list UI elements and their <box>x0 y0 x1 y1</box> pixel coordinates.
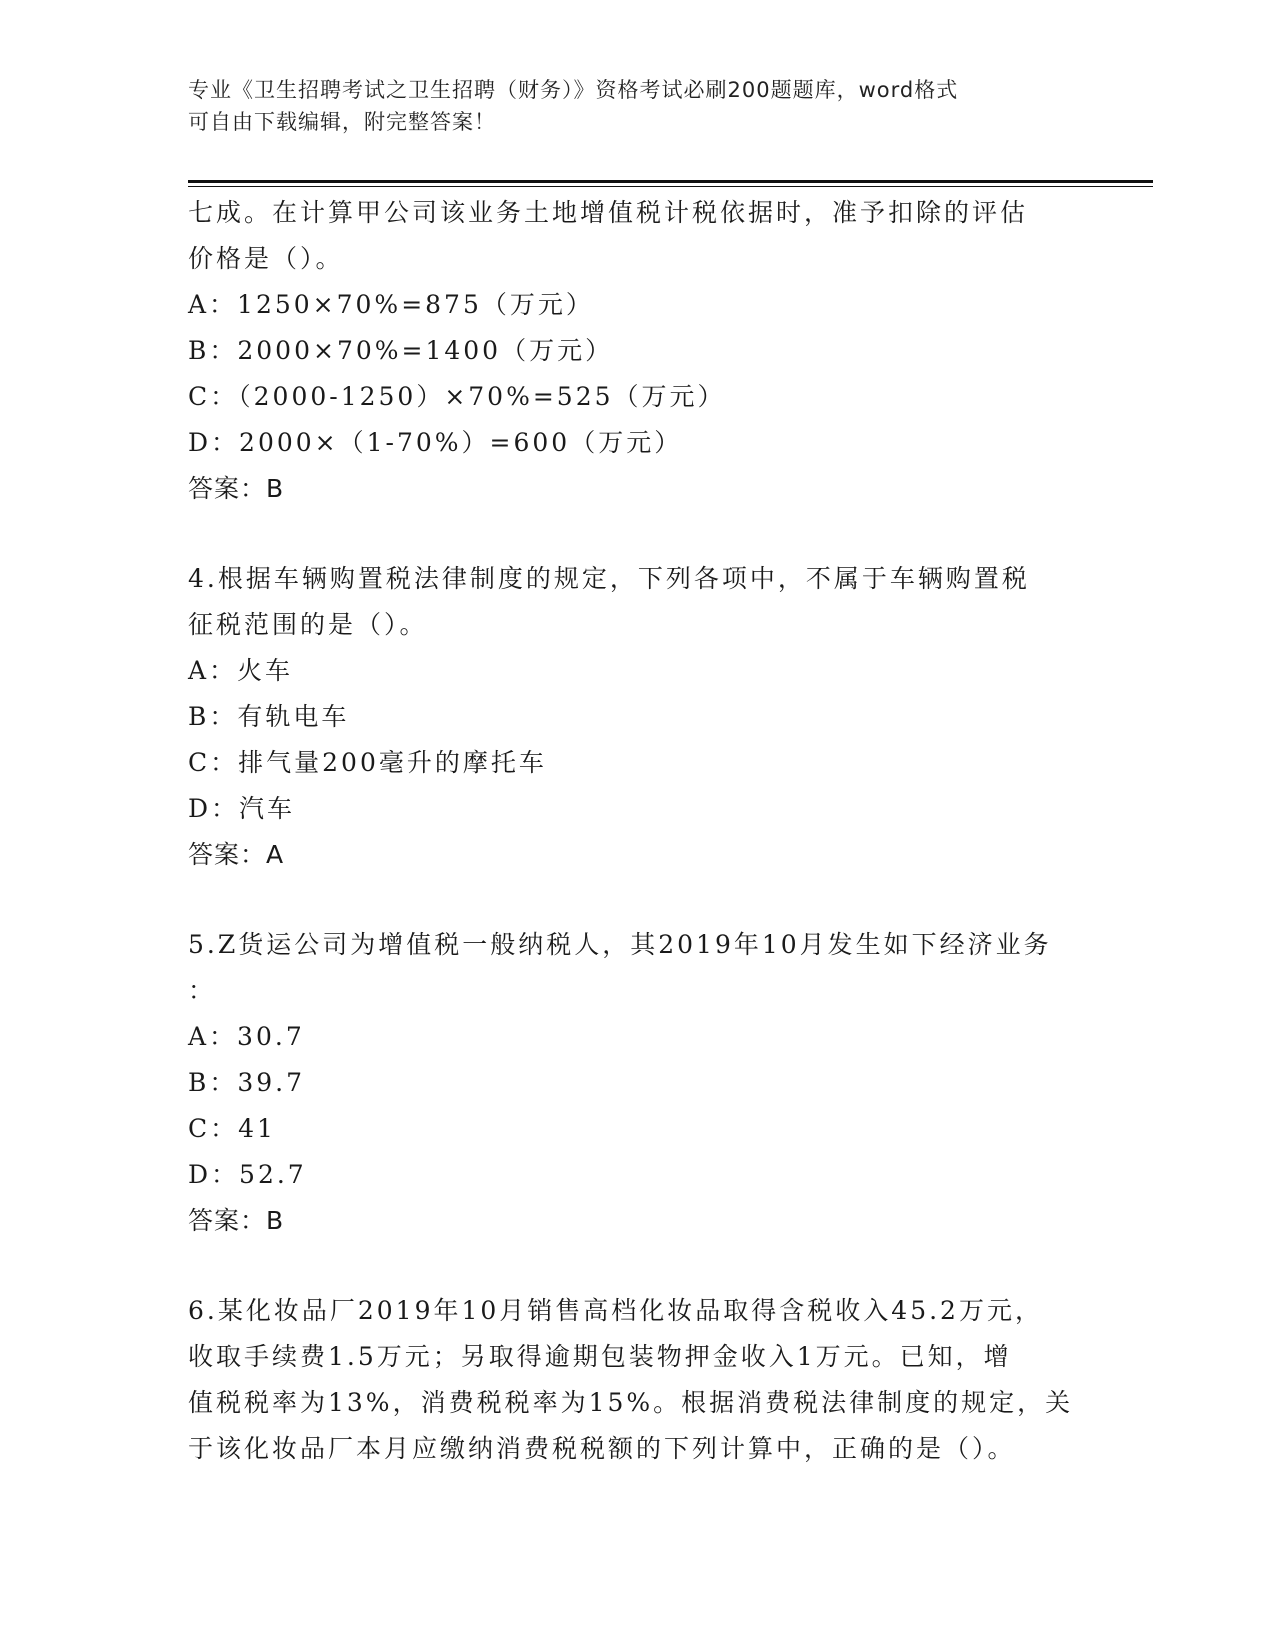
question-3-answer: 答案：B <box>188 474 285 503</box>
question-3-option-c: C：（2000-1250）×70%=525（万元） <box>188 382 726 411</box>
question-3-option-a: A：1250×70%=875（万元） <box>188 290 594 319</box>
page-header <box>188 74 1068 138</box>
question-6-stem-line-2: 收取手续费1.5万元；另取得逾期包装物押金收入1万元。已知，增 <box>188 1342 1012 1371</box>
spacer <box>188 878 1088 922</box>
question-3-stem-line-2: 价格是（）。 <box>188 244 344 273</box>
question-4-option-d: D：汽车 <box>188 794 296 823</box>
question-5-option-b: B：39.7 <box>188 1068 306 1097</box>
question-3-option-d: D：2000×（1-70%）=600（万元） <box>188 428 683 457</box>
question-5 <box>188 922 1088 1244</box>
question-4-stem-line-1: 4.根据车辆购置税法律制度的规定，下列各项中，不属于车辆购置税 <box>188 564 1030 593</box>
question-6-stem-line-4: 于该化妆品厂本月应缴纳消费税税额的下列计算中，正确的是（）。 <box>188 1434 1016 1463</box>
question-6 <box>188 1288 1088 1472</box>
question-4-option-b: B：有轨电车 <box>188 702 350 731</box>
question-4-answer: 答案：A <box>188 840 285 869</box>
header-divider-thick <box>188 180 1153 183</box>
question-6-stem-line-1: 6.某化妆品厂2019年10月销售高档化妆品取得含税收入45.2万元， <box>188 1296 1043 1325</box>
question-5-stem-line-1: 5.Z货运公司为增值税一般纳税人，其2019年10月发生如下经济业务 <box>188 930 1052 959</box>
question-5-option-c: C：41 <box>188 1114 276 1143</box>
question-5-option-d: D：52.7 <box>188 1160 307 1189</box>
header-title-line-1: 专业《卫生招聘考试之卫生招聘（财务）》资格考试必刷200题题库，word格式 <box>188 78 959 102</box>
question-3 <box>188 190 1088 512</box>
question-4-option-c: C：排气量200毫升的摩托车 <box>188 748 547 777</box>
header-divider-thin <box>188 186 1153 187</box>
header-title-line-2: 可自由下载编辑，附完整答案！ <box>188 110 496 134</box>
question-4 <box>188 556 1088 878</box>
question-content <box>188 190 1088 1472</box>
question-6-stem-line-3: 值税税率为13%，消费税税率为15%。根据消费税法律制度的规定，关 <box>188 1388 1074 1417</box>
question-3-option-b: B：2000×70%=1400（万元） <box>188 336 614 365</box>
question-5-stem-line-2: ： <box>188 976 217 1005</box>
spacer <box>188 1244 1088 1288</box>
question-4-stem-line-2: 征税范围的是（）。 <box>188 610 428 639</box>
question-5-option-a: A：30.7 <box>188 1022 305 1051</box>
question-4-option-a: A：火车 <box>188 656 294 685</box>
spacer <box>188 512 1088 556</box>
question-5-answer: 答案：B <box>188 1206 285 1235</box>
question-3-stem-line-1: 七成。在计算甲公司该业务土地增值税计税依据时，准予扣除的评估 <box>188 198 1029 227</box>
